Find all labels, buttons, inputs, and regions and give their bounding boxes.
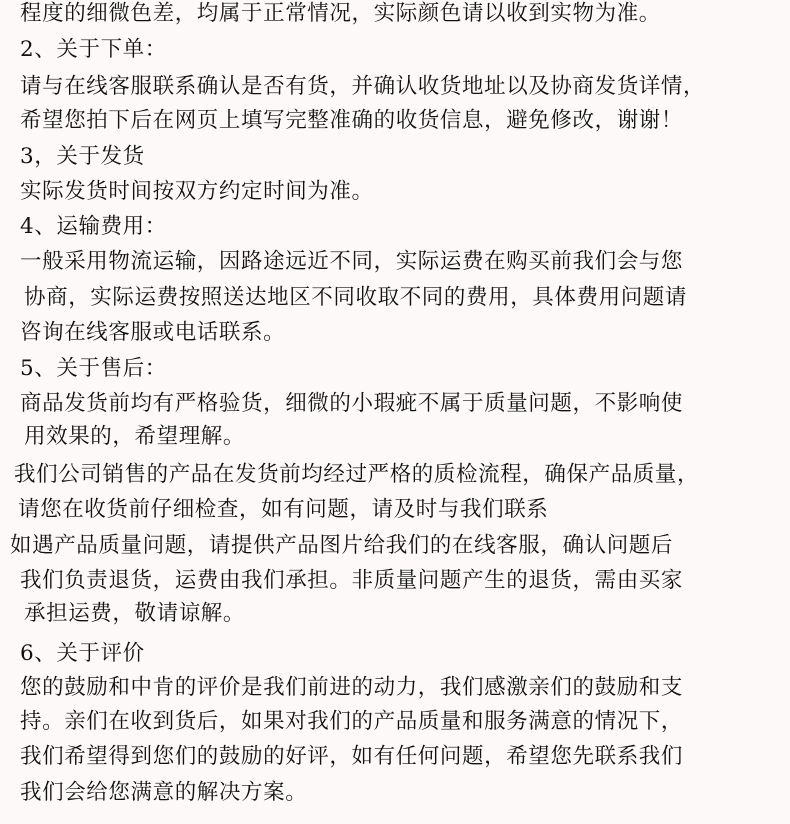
text-line: 协商，实际运费按照送达地区不同收取不同的费用，具体费用问题请 — [24, 285, 688, 310]
text-line: 实际发货时间按双方约定时间为准。 — [20, 179, 374, 204]
text-line: 咨询在线客服或电话联系。 — [20, 320, 286, 345]
section-heading-after-sales: 5、关于售后： — [20, 356, 167, 381]
text-line: 程度的细微色差，均属于正常情况，实际颜色请以收到实物为准。 — [20, 1, 661, 26]
text-line: 用效果的，希望理解。 — [24, 424, 246, 449]
text-line: 商品发货前均有严格验货，细微的小瑕疵不属于质量问题，不影响使 — [20, 391, 684, 416]
text-line: 承担运费，敬请谅解。 — [24, 601, 246, 626]
text-line: 一般采用物流运输，因路途远近不同，实际运费在购买前我们会与您 — [20, 249, 684, 274]
text-line: 我们会给您满意的解决方案。 — [20, 780, 308, 805]
text-line: 希望您拍下后在网页上填写完整准确的收货信息，避免修改，谢谢！ — [20, 108, 684, 133]
section-heading-freight: 4、运输费用： — [20, 214, 167, 239]
section-heading-ordering: 2、关于下单： — [20, 37, 167, 62]
text-line: 我们公司销售的产品在发货前均经过严格的质检流程，确保产品质量， — [14, 462, 700, 487]
text-line: 请与在线客服联系确认是否有货，并确认收货地址以及协商发货详情， — [20, 74, 706, 99]
text-line: 如遇产品质量问题，请提供产品图片给我们的在线客服，确认问题后 — [10, 533, 674, 558]
text-line: 我们负责退货，运费由我们承担。非质量问题产生的退货，需由买家 — [20, 568, 684, 593]
text-line: 我们希望得到您们的鼓励的好评，如有任何问题，希望您先联系我们 — [20, 744, 684, 769]
section-heading-shipping: 3，关于发货 — [20, 144, 145, 169]
text-line: 持。亲们在收到货后，如果对我们的产品质量和服务满意的情况下， — [20, 709, 684, 734]
text-line: 您的鼓励和中肯的评价是我们前进的动力，我们感激亲们的鼓励和支 — [20, 675, 684, 700]
text-line: 请您在收货前仔细检查，如有问题，请及时与我们联系 — [18, 497, 549, 522]
section-heading-reviews: 6、关于评价 — [20, 641, 145, 666]
